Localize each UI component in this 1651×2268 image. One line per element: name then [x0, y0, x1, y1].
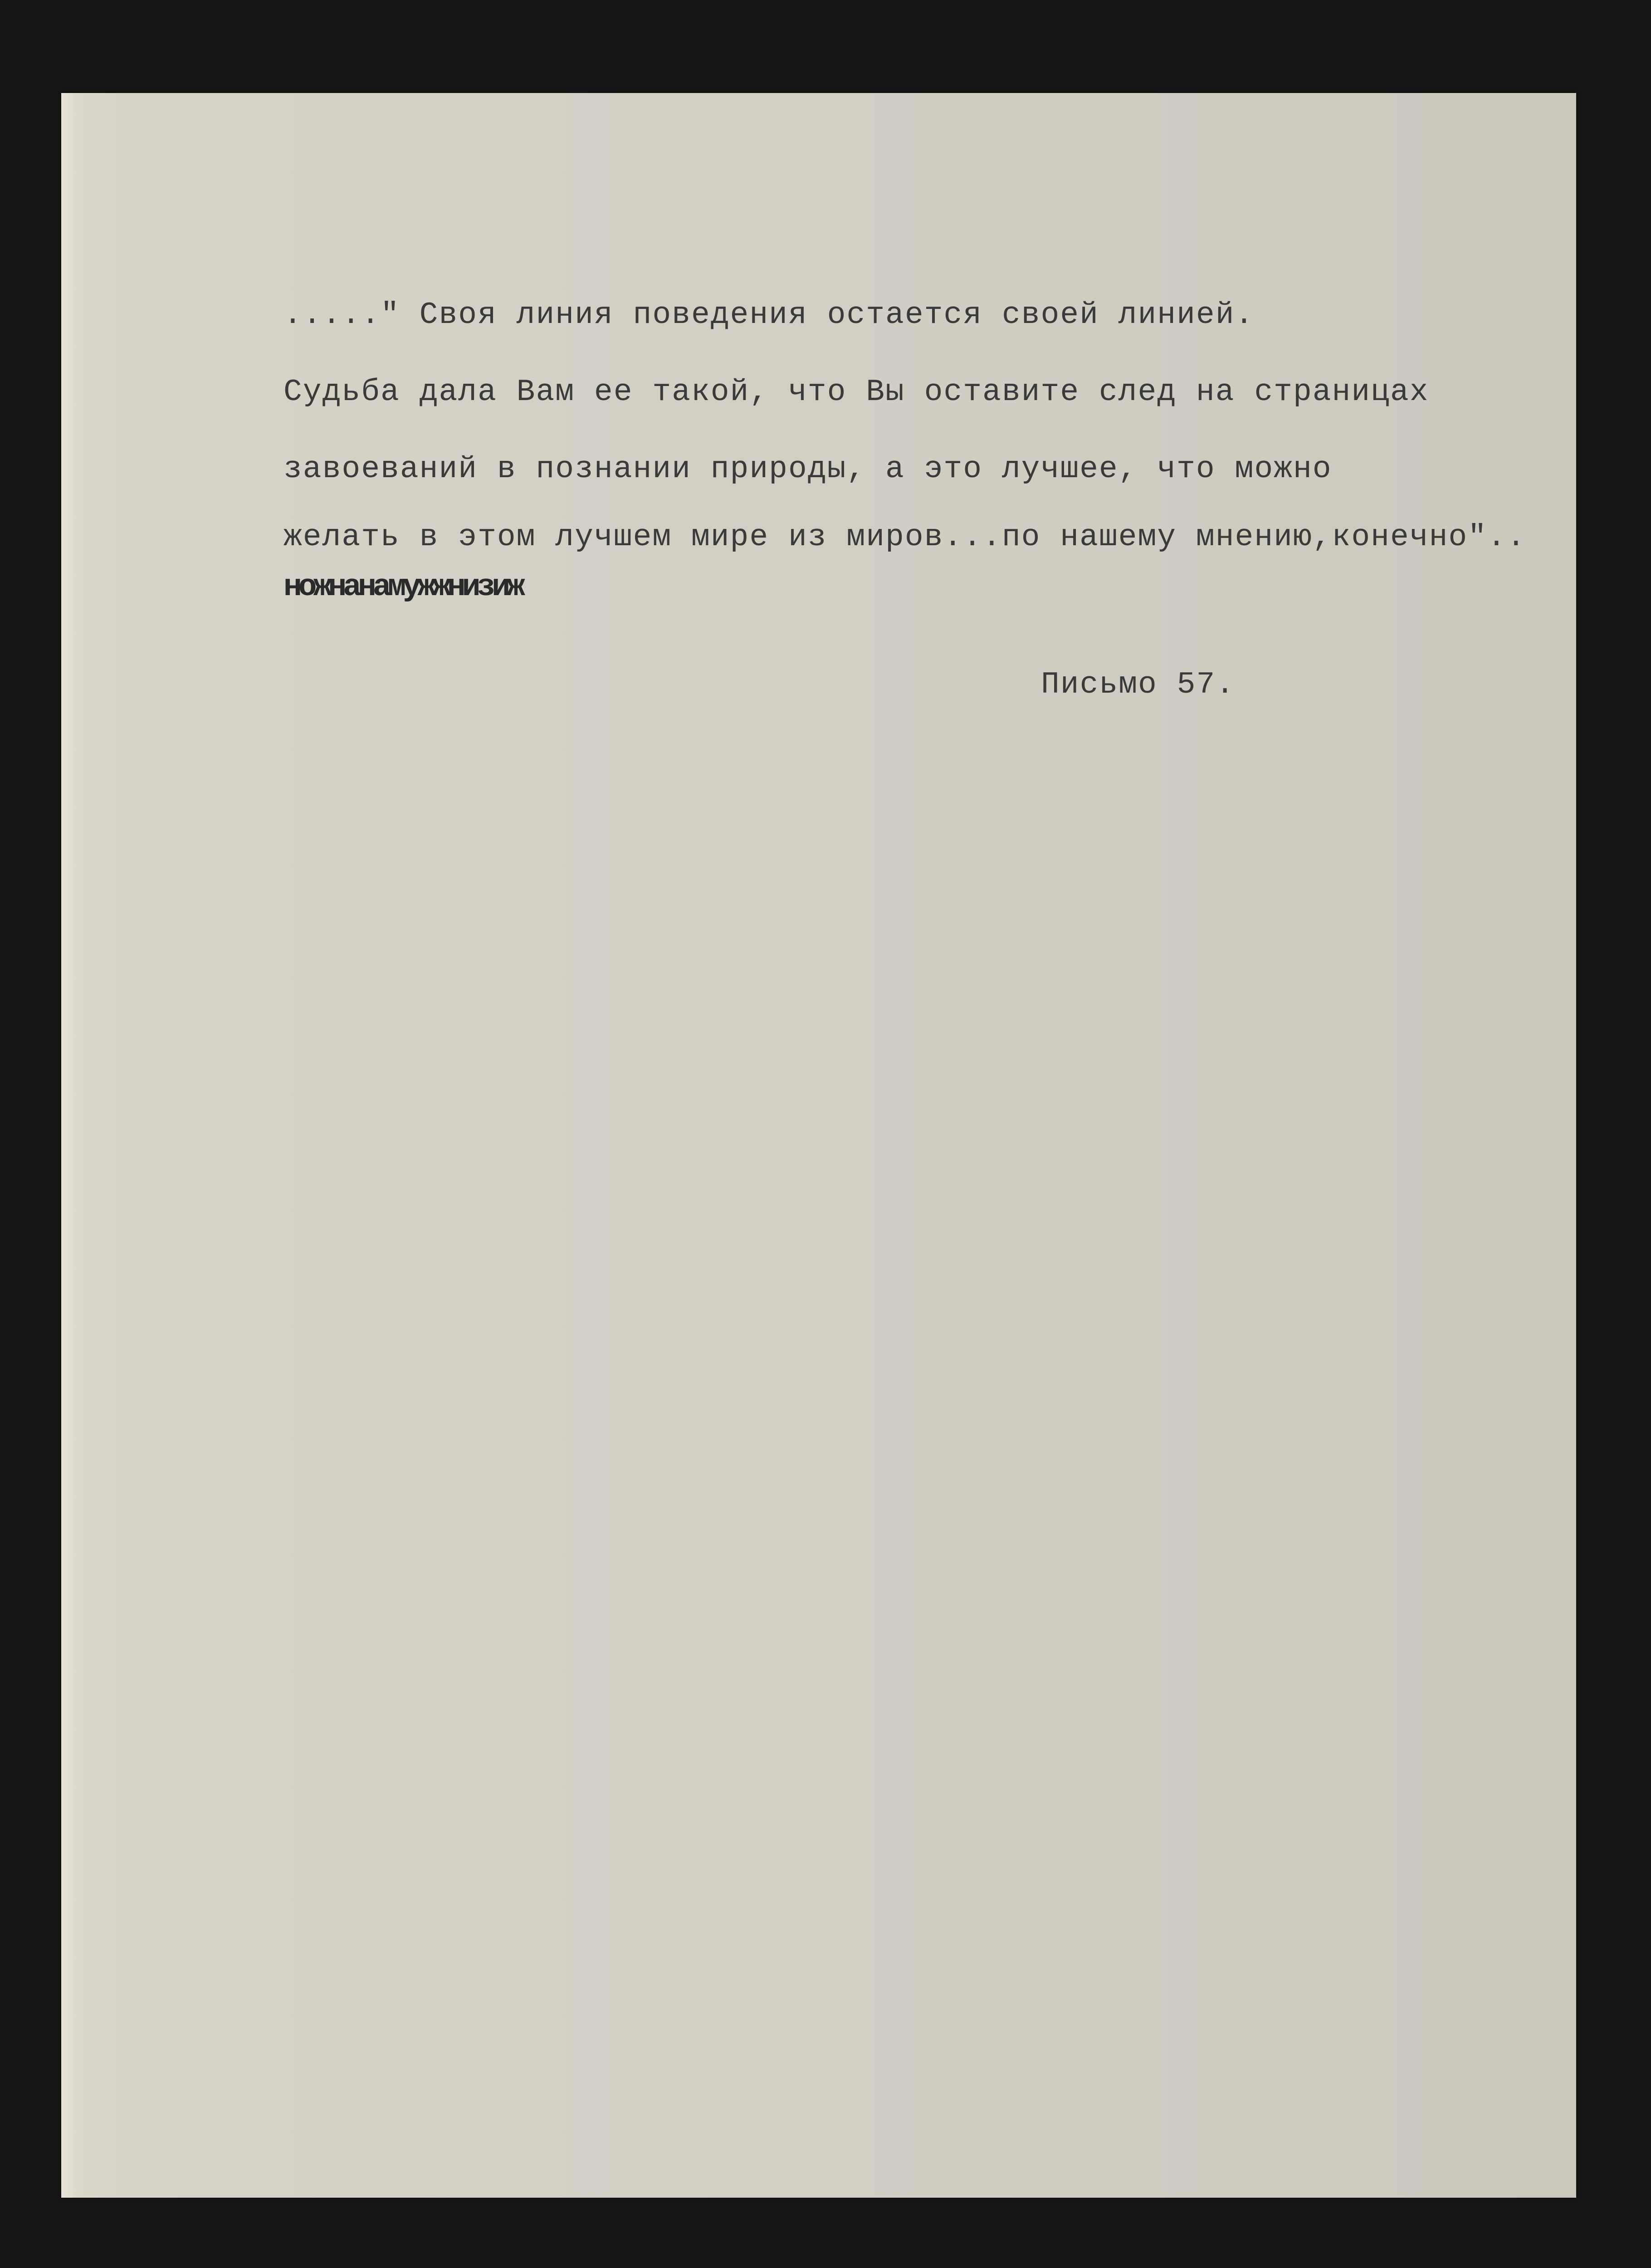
letter-reference: Письмо 57. [1041, 667, 1236, 702]
text-line-4: желать в этом лучшем мире из миров...по нашему мнению,конечно".. [283, 520, 1526, 555]
typewritten-page [61, 93, 1576, 2198]
text-line-1: ....." Своя линия поведения остается своей линией. [283, 298, 1255, 332]
struck-out-line: ножнанамужжнизиж [283, 570, 522, 605]
text-line-3: завоеваний в познании природы, а это лучшее, что можно [283, 452, 1332, 487]
text-line-2: Судьба дала Вам ее такой, что Вы оставите след на страницах [283, 375, 1429, 410]
